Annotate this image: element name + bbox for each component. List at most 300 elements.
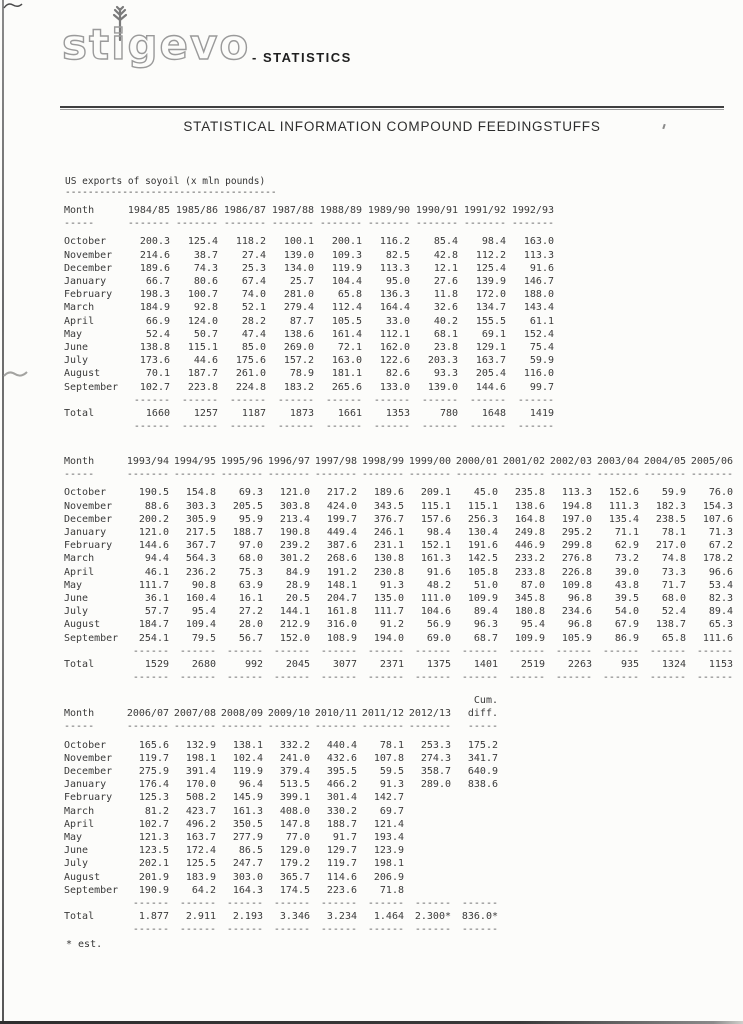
dash-row [64, 394, 554, 407]
value-cell: 295.2 [561, 527, 592, 539]
value-cell: 27.4 [241, 249, 266, 261]
value-cell: 202.1 [138, 858, 169, 870]
value-cell: ------ [508, 645, 545, 657]
value-cell: ------ [320, 924, 357, 936]
value-cell: 86.9 [614, 632, 639, 644]
value-cell: 64.2 [191, 884, 216, 896]
row-label-cell: ----- [64, 469, 95, 481]
month-row [64, 354, 554, 367]
value-cell: 102.4 [232, 752, 263, 764]
value-cell: 119.9 [331, 262, 362, 274]
value-cell: 93.3 [433, 368, 458, 380]
row-label-cell: March [64, 553, 95, 565]
value-cell: 152.4 [523, 328, 554, 340]
value-cell: 113.3 [523, 249, 554, 261]
value-cell: 189.6 [139, 262, 170, 274]
value-cell: 2371 [379, 659, 404, 671]
value-cell: 223.6 [326, 884, 357, 896]
value-cell: 191.6 [467, 540, 498, 552]
value-cell: 223.8 [187, 381, 218, 393]
value-cell: 224.8 [235, 381, 266, 393]
value-cell: 1992/93 [511, 205, 554, 216]
value-cell: 142.5 [467, 553, 498, 565]
value-cell: ------ [517, 421, 554, 433]
value-cell: 174.5 [279, 884, 310, 896]
value-cell: 1401 [473, 659, 498, 671]
scan-edge-left-line [2, 0, 4, 1024]
value-cell: 88.6 [144, 500, 169, 512]
value-cell: 97.0 [238, 540, 263, 552]
value-cell: 387.6 [326, 540, 357, 552]
value-cell: 134.7 [475, 302, 506, 314]
row-label-cell: May [64, 832, 83, 844]
value-cell [404, 791, 451, 804]
value-cell: 265.6 [331, 381, 362, 393]
value-cell: 142.7 [373, 792, 404, 804]
value-cell: 42.8 [433, 249, 458, 261]
value-cell [451, 818, 498, 831]
value-cell: 102.7 [139, 381, 170, 393]
row-label-cell: September [64, 884, 119, 896]
value-cell: 838.6 [467, 779, 498, 791]
value-cell: 109.8 [561, 579, 592, 591]
value-cell: ------- [220, 469, 263, 481]
value-cell [451, 844, 498, 857]
month-row [64, 566, 733, 579]
value-cell: 508.2 [185, 792, 216, 804]
value-cell: 91.3 [379, 579, 404, 591]
value-cell: ------ [181, 394, 218, 406]
value-cell: 111.0 [420, 593, 451, 605]
value-cell: 96.3 [473, 619, 498, 631]
value-cell: 2012/13 [408, 708, 451, 720]
value-cell: 56.7 [238, 632, 263, 644]
value-cell: 1187 [241, 408, 266, 420]
value-cell: 449.4 [326, 527, 357, 539]
value-cell: 78.1 [661, 527, 686, 539]
value-cell: ------ [517, 394, 554, 406]
document-title: STATISTICAL INFORMATION COMPOUND FEEDINGSTUFFS [183, 119, 601, 134]
total-row [64, 910, 498, 923]
value-cell: 367.7 [185, 540, 216, 552]
value-cell: 91.6 [529, 262, 554, 274]
row-label-cell: September [64, 381, 119, 393]
value-cell: ------ [421, 394, 458, 406]
value-cell: ------ [367, 898, 404, 910]
value-cell: 138.6 [514, 500, 545, 512]
value-cell: ------- [126, 469, 169, 481]
value-cell [404, 818, 451, 831]
dash-row [64, 923, 498, 936]
value-cell: 82.3 [708, 593, 733, 605]
value-cell: ------ [320, 672, 357, 684]
value-cell: 191.2 [326, 566, 357, 578]
value-cell: ------ [132, 645, 169, 657]
value-cell: 836.0* [461, 911, 498, 923]
row-label-cell: February [64, 792, 113, 804]
table-caption-text: US exports of soyoil (x mln pounds) [65, 176, 266, 187]
value-cell [169, 694, 216, 707]
month-row [64, 632, 733, 645]
value-cell: ------ [461, 898, 498, 910]
value-cell [451, 871, 498, 884]
month-row [64, 341, 554, 354]
value-cell: 138.6 [283, 328, 314, 340]
row-label-cell [64, 897, 122, 910]
month-row [64, 235, 554, 248]
value-cell: 1984/85 [127, 205, 170, 216]
value-cell: 28.9 [285, 579, 310, 591]
value-cell: 1999/00 [408, 456, 451, 467]
value-cell: 65.3 [708, 619, 733, 631]
value-cell: 111.7 [373, 606, 404, 618]
value-cell: ------ [133, 394, 170, 406]
value-cell: 115.1 [467, 500, 498, 512]
value-cell: 96.6 [708, 566, 733, 578]
month-row [64, 539, 733, 552]
value-cell: 213.4 [279, 513, 310, 525]
value-cell: 249.8 [514, 527, 545, 539]
value-cell: 67.4 [241, 276, 266, 288]
value-cell: 182.3 [655, 500, 686, 512]
row-label-cell [64, 923, 122, 936]
value-cell: 107.6 [702, 513, 733, 525]
value-cell: 1993/94 [126, 456, 169, 467]
value-cell: 90.8 [191, 579, 216, 591]
value-cell: ------ [277, 394, 314, 406]
value-cell: 99.7 [529, 381, 554, 393]
value-cell: ------ [414, 672, 451, 684]
value-cell: 105.9 [561, 632, 592, 644]
value-cell: 147.8 [279, 818, 310, 830]
value-cell: ------ [469, 421, 506, 433]
value-cell: 115.1 [187, 342, 218, 354]
value-cell [263, 694, 310, 707]
value-cell: 82.6 [385, 368, 410, 380]
value-cell: ------ [226, 924, 263, 936]
value-cell: 121.0 [138, 527, 169, 539]
month-row [64, 844, 498, 857]
month-row [64, 249, 554, 262]
value-cell: ------- [267, 469, 310, 481]
value-cell [310, 694, 357, 707]
value-cell: 165.6 [138, 739, 169, 751]
value-cell: 112.4 [331, 302, 362, 314]
value-cell: 78.1 [379, 739, 404, 751]
value-cell: 1.877 [138, 911, 169, 923]
value-cell: ------- [455, 469, 498, 481]
value-cell: 112.2 [475, 249, 506, 261]
value-cell: 119.9 [232, 766, 263, 778]
value-cell: 395.5 [326, 766, 357, 778]
value-cell: 68.0 [238, 553, 263, 565]
value-cell: ------- [511, 218, 554, 230]
value-cell: 154.3 [702, 500, 733, 512]
value-cell: 65.8 [337, 289, 362, 301]
value-cell: 190.9 [138, 884, 169, 896]
value-cell [451, 857, 498, 870]
value-cell: 144.1 [279, 606, 310, 618]
value-cell: 163.7 [475, 355, 506, 367]
value-cell: 61.1 [529, 315, 554, 327]
value-cell: 1986/87 [223, 205, 266, 216]
value-cell: ------ [226, 645, 263, 657]
value-cell: 91.2 [379, 619, 404, 631]
value-cell: 51.0 [473, 579, 498, 591]
value-cell: 440.4 [326, 739, 357, 751]
value-cell: ------ [325, 421, 362, 433]
value-cell: ------- [173, 469, 216, 481]
value-cell: 345.8 [514, 593, 545, 605]
value-cell: 152.6 [608, 487, 639, 499]
row-label-cell: June [64, 593, 89, 605]
month-row [64, 526, 733, 539]
value-cell: ------ [469, 394, 506, 406]
value-cell [404, 831, 451, 844]
value-cell: 71.8 [379, 884, 404, 896]
value-cell: 199.7 [326, 513, 357, 525]
value-cell [404, 805, 451, 818]
value-cell: 193.4 [373, 832, 404, 844]
value-cell: 161.3 [232, 805, 263, 817]
value-cell: 146.7 [523, 276, 554, 288]
value-cell [216, 694, 263, 707]
value-cell: 116.2 [379, 236, 410, 248]
month-row [64, 605, 733, 618]
value-cell: 121.0 [279, 487, 310, 499]
value-cell: ------- [271, 218, 314, 230]
value-cell: ------ [229, 421, 266, 433]
row-label-cell: October [64, 739, 107, 751]
value-cell: 432.6 [326, 752, 357, 764]
row-label-cell: November [64, 752, 113, 764]
value-cell: ------ [226, 898, 263, 910]
value-cell: 1257 [193, 408, 218, 420]
value-cell: 188.0 [523, 289, 554, 301]
month-row [64, 486, 733, 499]
value-cell: 1661 [337, 408, 362, 420]
value-cell: 233.2 [514, 553, 545, 565]
row-label-cell: March [64, 805, 95, 817]
value-cell: 399.1 [279, 792, 310, 804]
value-cell: 183.2 [283, 381, 314, 393]
month-row [64, 367, 554, 380]
value-cell: 95.4 [191, 606, 216, 618]
value-cell: 71.7 [661, 579, 686, 591]
value-cell: 350.5 [232, 818, 263, 830]
value-cell: 1419 [529, 408, 554, 420]
value-cell: 68.7 [473, 632, 498, 644]
value-cell: 130.8 [373, 553, 404, 565]
row-label-cell [64, 394, 122, 407]
value-cell: 155.5 [475, 315, 506, 327]
value-cell: 173.6 [139, 355, 170, 367]
value-cell: 268.6 [326, 553, 357, 565]
value-cell: 145.9 [232, 792, 263, 804]
value-cell: 50.7 [193, 328, 218, 340]
value-cell: 198.1 [185, 752, 216, 764]
value-cell: 119.7 [138, 752, 169, 764]
value-cell: 175.2 [467, 739, 498, 751]
value-cell: 79.5 [191, 632, 216, 644]
value-cell: diff. [467, 708, 498, 720]
value-cell: 247.7 [232, 858, 263, 870]
year-header-row [64, 707, 498, 720]
value-cell: 53.4 [708, 579, 733, 591]
month-row [64, 752, 498, 765]
value-cell: 236.2 [185, 566, 216, 578]
value-cell: 2.193 [232, 911, 263, 923]
value-cell: ------ [414, 645, 451, 657]
exports-1984-1993 [64, 204, 554, 433]
value-cell: 1990/91 [415, 205, 458, 216]
value-cell: 279.4 [283, 302, 314, 314]
value-cell: ------ [367, 672, 404, 684]
value-cell: ------ [696, 645, 733, 657]
value-cell: ------ [229, 394, 266, 406]
value-cell: ------- [361, 721, 404, 733]
value-cell: ------ [181, 421, 218, 433]
value-cell: 205.4 [475, 368, 506, 380]
value-cell: 95.9 [238, 513, 263, 525]
value-cell: 2008/09 [220, 708, 263, 720]
value-cell: 27.2 [238, 606, 263, 618]
value-cell: 305.9 [185, 513, 216, 525]
month-row [64, 831, 498, 844]
value-cell: 62.9 [614, 540, 639, 552]
value-cell: 104.4 [331, 276, 362, 288]
value-cell: 109.9 [514, 632, 545, 644]
month-row [64, 791, 498, 804]
value-cell: 496.2 [185, 818, 216, 830]
row-label-cell: Month [64, 456, 95, 467]
value-cell: 109.9 [467, 593, 498, 605]
value-cell: 92.8 [193, 302, 218, 314]
value-cell: 162.0 [379, 342, 410, 354]
value-cell: 261.0 [235, 368, 266, 380]
value-cell: ------- [126, 721, 169, 733]
row-label-cell: December [64, 262, 113, 274]
value-cell: 81.2 [144, 805, 169, 817]
value-cell: 28.2 [241, 315, 266, 327]
value-cell: 65.8 [661, 632, 686, 644]
value-cell [451, 791, 498, 804]
value-cell: 89.4 [708, 606, 733, 618]
value-cell: 85.4 [433, 236, 458, 248]
value-cell: 2680 [191, 659, 216, 671]
value-cell: 200.2 [138, 513, 169, 525]
value-cell: 157.6 [420, 513, 451, 525]
value-cell: ------ [179, 645, 216, 657]
value-cell: ------- [596, 469, 639, 481]
value-cell: 109.3 [331, 249, 362, 261]
row-label-cell: December [64, 766, 113, 778]
value-cell: 209.1 [420, 487, 451, 499]
value-cell: 181.1 [331, 368, 362, 380]
value-cell: 144.6 [138, 540, 169, 552]
value-cell: 1660 [145, 408, 170, 420]
value-cell: 246.1 [373, 527, 404, 539]
value-cell: 44.6 [193, 355, 218, 367]
row-label-cell: March [64, 302, 95, 314]
row-label-cell [64, 645, 122, 658]
value-cell: 113.3 [379, 262, 410, 274]
value-cell: 376.7 [373, 513, 404, 525]
value-cell: 96.8 [567, 619, 592, 631]
logo-suffix-label: - STATISTICS [252, 50, 352, 65]
value-cell: 59.9 [661, 487, 686, 499]
value-cell: 152.1 [420, 540, 451, 552]
row-label-cell: Total [64, 408, 95, 420]
value-cell: 59.9 [529, 355, 554, 367]
value-cell: ------ [320, 898, 357, 910]
value-cell: 212.9 [279, 619, 310, 631]
value-cell: 274.3 [420, 752, 451, 764]
value-cell: 100.1 [283, 236, 314, 248]
row-label-cell: ----- [64, 721, 95, 733]
value-cell: 992 [244, 659, 263, 671]
value-cell: 217.5 [185, 527, 216, 539]
value-cell: 330.2 [326, 805, 357, 817]
value-cell: 39.5 [614, 593, 639, 605]
value-cell: 108.9 [326, 632, 357, 644]
dash-row [64, 468, 733, 486]
value-cell: ------ [133, 421, 170, 433]
value-cell: 1985/86 [175, 205, 218, 216]
value-cell: ------ [414, 898, 451, 910]
value-cell: ------- [267, 721, 310, 733]
value-cell: 190.5 [138, 487, 169, 499]
value-cell: ------ [273, 672, 310, 684]
value-cell: 235.8 [514, 487, 545, 499]
row-label-cell: April [64, 566, 95, 578]
value-cell: 206.9 [373, 871, 404, 883]
value-cell [404, 694, 451, 707]
value-cell: 1997/98 [314, 456, 357, 467]
dash-row [64, 645, 733, 658]
row-label-cell: September [64, 632, 119, 644]
value-cell: 80.6 [193, 276, 218, 288]
value-cell: 107.8 [373, 752, 404, 764]
value-cell: 52.1 [241, 302, 266, 314]
value-cell: 123.5 [138, 845, 169, 857]
value-cell: 190.8 [279, 527, 310, 539]
month-row [64, 818, 498, 831]
value-cell: 11.8 [433, 289, 458, 301]
value-cell: 2006/07 [126, 708, 169, 720]
value-cell: 1529 [144, 659, 169, 671]
value-cell: 3.346 [279, 911, 310, 923]
month-row [64, 871, 498, 884]
exports-1993-2006 [64, 455, 733, 684]
value-cell: 217.2 [326, 487, 357, 499]
value-cell: 134.0 [283, 262, 314, 274]
value-cell: ------ [367, 924, 404, 936]
row-label-cell: October [64, 236, 107, 248]
value-cell: 170.0 [185, 779, 216, 791]
value-cell: 39.0 [614, 566, 639, 578]
value-cell: 160.4 [185, 593, 216, 605]
row-label-cell [64, 694, 122, 707]
value-cell: ------- [173, 721, 216, 733]
value-cell: 780 [439, 408, 458, 420]
value-cell: 76.0 [708, 487, 733, 499]
value-cell: ------- [408, 721, 451, 733]
value-cell: 54.0 [614, 606, 639, 618]
value-cell: 365.7 [279, 871, 310, 883]
value-cell: 125.4 [475, 262, 506, 274]
value-cell: 1153 [708, 659, 733, 671]
